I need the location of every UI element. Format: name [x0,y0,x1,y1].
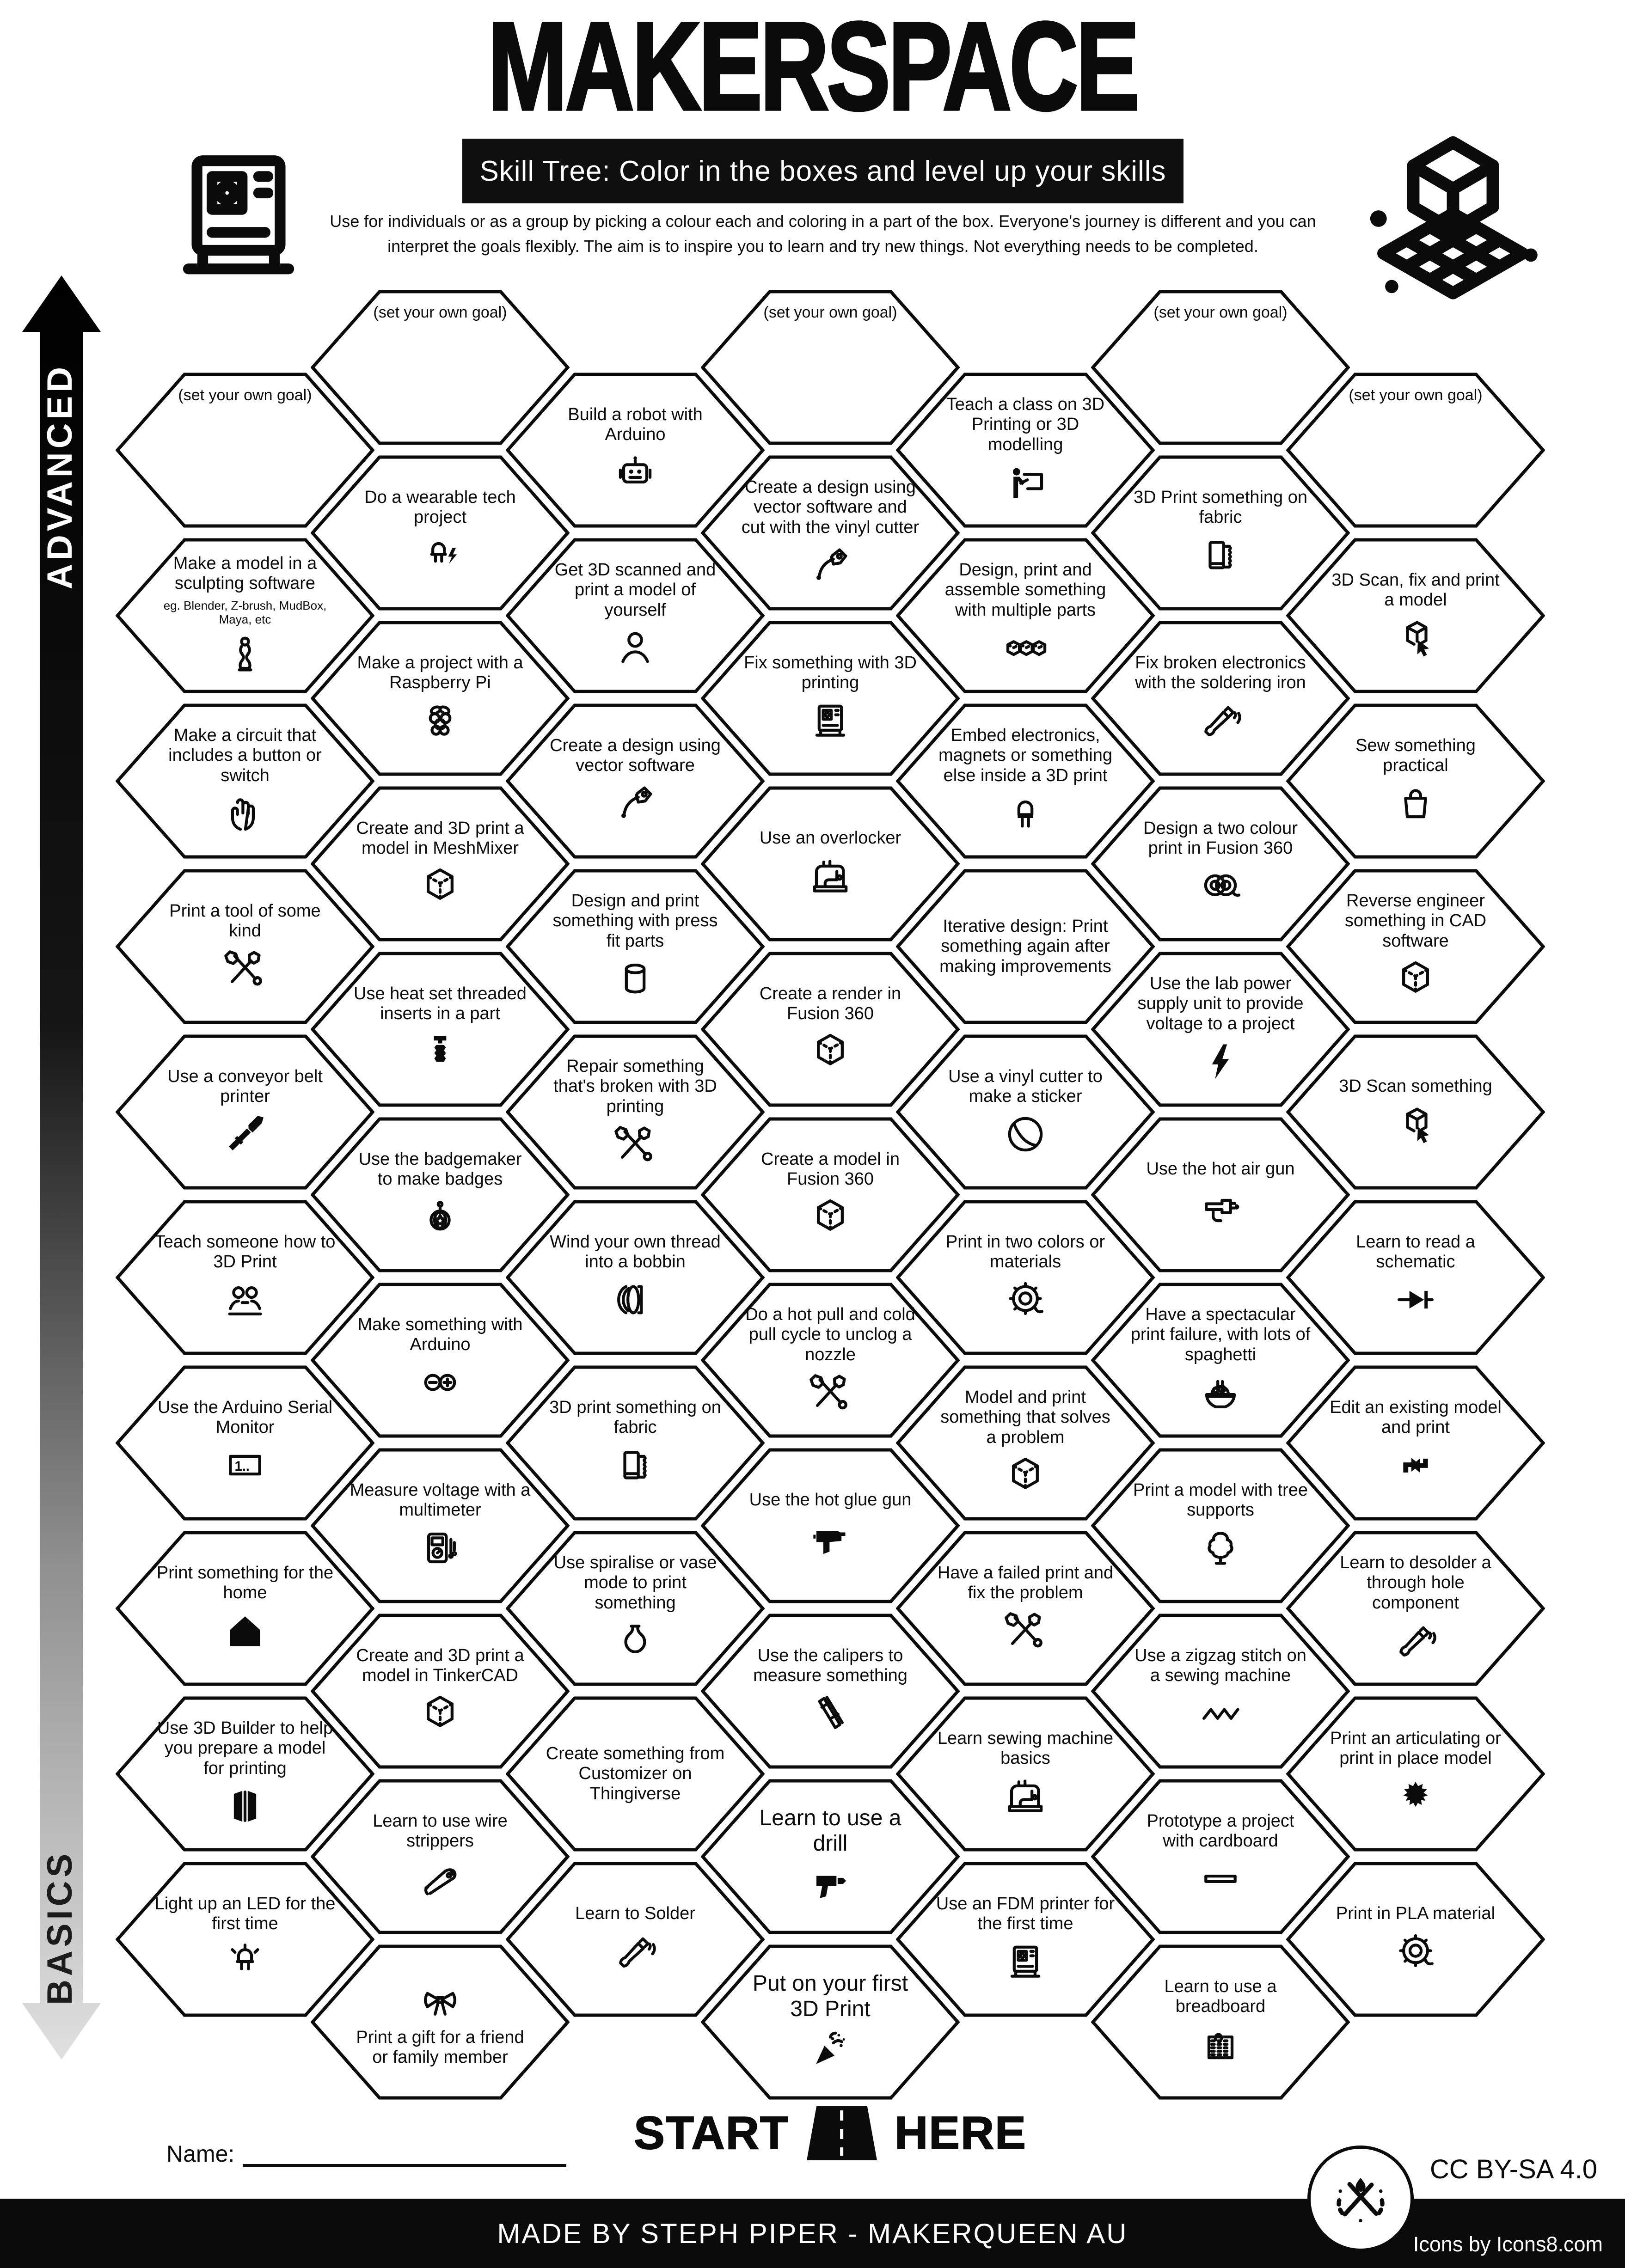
hex-label: Learn to use wire strippers [373,1811,508,1851]
hex-label: Repair something that's broken with 3D printing [553,1057,717,1116]
road-icon [807,2106,877,2160]
hex-label: Have a failed print and fix the problem [937,1563,1114,1602]
hex-cell[interactable] [1286,1531,1545,1686]
hex-content [740,1453,921,1599]
gift-bow-icon [417,1977,463,2023]
hex-content [1325,1701,1506,1847]
hex-content [1130,625,1311,771]
hex-label: Create and 3D print a model in MeshMixer [356,818,524,858]
hex-label: Light up an LED for the first time [154,1894,336,1933]
cubes-icon [1002,625,1049,671]
hex-cell[interactable] [1286,1365,1545,1521]
icons-credit: Icons by Icons8.com [1413,2232,1603,2256]
led-icon [222,1938,268,1985]
hex-label: Iterative design: Print something again after making improvements [939,917,1111,976]
hex-label: Use an overlocker [759,828,901,848]
hex-content [154,1535,336,1681]
hex-content [545,1535,726,1681]
hex-label: Get 3D scanned and print a model of yourself [554,560,716,620]
hex-label: Make something with Arduino [357,1314,523,1354]
hex-cell[interactable] [1286,1200,1545,1355]
hex-sublabel: eg. Blender, Z-brush, MudBox, Maya, etc [163,599,327,627]
hex-content [545,708,726,854]
maker-logo [1307,2146,1414,2252]
party-icon [807,2027,853,2073]
hex-content [1325,543,1506,689]
hex-content [154,1866,336,2012]
hex-label: Teach a class on 3D Printing or 3D modelling [946,395,1105,454]
tree-icon [1197,1525,1244,1571]
cube-icon [417,1690,463,1736]
hex-label: Build a robot with Arduino [568,404,703,444]
advanced-label: ADVANCED [40,363,80,589]
hex-content [1325,1204,1506,1351]
hex-content [935,708,1116,854]
subtitle-banner [462,139,1183,203]
hex-label: Use a vinyl cutter to make a sticker [948,1066,1103,1106]
name-input-line[interactable] [243,2139,566,2167]
hex-label: Design and print something with press fit parts [552,891,718,951]
hex-label: Print a tool of some kind [169,901,321,941]
basics-label: BASICS [40,1850,80,2005]
hex-content [740,1784,921,1930]
hex-content [740,1949,921,2095]
tools-icon [612,1121,658,1168]
hex-content [740,791,921,937]
hex-content [350,1949,531,2095]
hex-content [545,1866,726,2012]
glue-gun-icon [807,1515,853,1561]
hex-content [1325,1370,1506,1516]
hex-label: Print something for the home [156,1563,334,1602]
hex-content [154,874,336,1020]
hex-content [740,1122,921,1268]
spaghetti-icon [1197,1369,1244,1416]
hex-content [740,1618,921,1764]
hex-label: Learn to desolder a through hole component [1340,1553,1491,1613]
hex-label: Print an articulating or print in place model [1330,1728,1501,1768]
tools-icon [807,1369,853,1416]
hex-content [350,460,531,606]
bag-icon [1392,780,1439,826]
3d-printer-icon [153,128,325,300]
sewing-machine-icon [807,853,853,899]
cube-icon [1392,956,1439,1002]
hex-content [935,1039,1116,1185]
hex-label: Use 3D Builder to help you prepare a model for printing [157,1718,333,1778]
hex-content [740,294,921,440]
filament-icon [1392,1929,1439,1975]
description [314,209,1331,259]
hex-label: Wind your own thread into a bobbin [550,1232,721,1272]
hex-label: (set your own goal) [763,304,897,321]
3d-scan-grid-icon [1354,119,1552,318]
scan-icon [1392,615,1439,661]
hex-cell[interactable] [1286,538,1545,693]
hex-label: Edit an existing model and print [1330,1397,1502,1437]
cube-icon [417,863,463,909]
hex-content [154,1039,336,1185]
drill-icon [807,1861,853,1907]
hex-label: Measure voltage with a multimeter [350,1480,531,1520]
hex-content [935,377,1116,523]
description-line: Use for individuals or as a group by picking a colour each and coloring in a part of the box. Everyone's journey is different and you can [330,212,1316,231]
hex-content [1130,1287,1311,1433]
fabric-icon [1197,532,1244,578]
hex-label: Teach someone how to 3D Print [154,1232,336,1272]
hex-content [935,1866,1116,2012]
hex-content [545,377,726,523]
hex-label: 3D print something on fabric [549,1397,721,1437]
hex-label: Print a gift for a friend or family member [356,2027,524,2067]
hex-label: Do a wearable tech project [364,487,516,527]
breadboard-icon [1197,2021,1244,2067]
hex-label: Make a project with a Raspberry Pi [357,653,523,692]
hex-content [1325,874,1506,1020]
cube-icon [1002,1452,1049,1498]
hex-content [740,1287,921,1433]
hex-content [1130,1618,1311,1764]
hex-content [545,874,726,1020]
raspberry-icon [417,697,463,744]
hex-label: Create a design using vector software [550,735,721,775]
people-icon [222,1277,268,1323]
hex-label: Create a render in Fusion 360 [759,984,901,1023]
hex-label: 3D Print something on fabric [1134,487,1307,527]
arduino-icon [417,1359,463,1406]
hex-content [1130,791,1311,937]
hex-label: Use the badgemaker to make badges [358,1149,522,1189]
hex-cell[interactable] [1286,703,1545,859]
hex-label: Do a hot pull and cold pull cycle to unclog a nozzle [745,1305,915,1364]
hex-content [154,1370,336,1516]
hex-cell[interactable] [1286,373,1545,528]
hex-label: Use the Arduino Serial Monitor [157,1397,333,1437]
hex-label: Create and 3D print a model in TinkerCAD [356,1645,524,1685]
hex-label: Print a model with tree supports [1133,1480,1308,1520]
hex-content [350,294,531,440]
hex-label: Make a model in a sculpting software [173,553,317,593]
hex-content [1325,377,1506,523]
hex-content [350,1122,531,1268]
hand-tap-icon [222,790,268,837]
hex-label: Reverse engineer something in CAD software [1344,891,1487,951]
hex-content [1130,1784,1311,1930]
hex-label: Use a zigzag stitch on a sewing machine [1134,1645,1306,1685]
hex-label: Use the lab power supply unit to provide voltage to a project [1137,974,1304,1033]
filament-icon [1002,1277,1049,1323]
house-icon [222,1608,268,1654]
heat-gun-icon [1197,1184,1244,1230]
cube-icon [807,1028,853,1075]
multimeter-icon [417,1525,463,1571]
hex-content [350,791,531,937]
solder-iron-icon [1197,697,1244,744]
wearable-led-icon [417,532,463,578]
hex-label: Use the calipers to measure something [753,1645,908,1685]
hex-label: Learn to read a schematic [1356,1232,1475,1272]
printer-icon [1002,1938,1049,1985]
hex-content [1325,1535,1506,1681]
solder-iron-icon [1392,1618,1439,1664]
builder-icon [222,1783,268,1829]
hex-label: Model and print something that solves a problem [940,1388,1110,1447]
sewing-machine-icon [1002,1773,1049,1819]
hex-label: Create something from Customizer on Thingiverse [546,1744,725,1803]
hex-content [350,1618,531,1764]
statue-icon [222,631,268,678]
hex-content [154,377,336,523]
hex-content [1325,708,1506,854]
scan-icon [1392,1101,1439,1148]
start-here [634,2106,1027,2160]
hex-label: 3D Scan, fix and print a model [1331,570,1500,610]
pen-nib-icon [612,780,658,826]
hex-label: Prototype a project with cardboard [1147,1811,1294,1851]
edit-arrows-icon [1392,1442,1439,1488]
hex-content [545,1370,726,1516]
hex-content [154,1204,336,1351]
hex-content [935,543,1116,689]
hex-content [350,1287,531,1433]
hex-label: Design, print and assemble something with multiple parts [944,560,1106,620]
bobbin-icon [612,1277,658,1323]
hex-cell[interactable] [1286,1862,1545,2017]
hex-label: Print in PLA material [1336,1904,1496,1924]
hex-label: (set your own goal) [178,386,312,404]
hex-label: Fix something with 3D printing [744,653,917,692]
page-title: MAKERSPACE [488,0,1137,136]
hex-label: Use spiralise or vase mode to print something [553,1553,717,1613]
name-label: Name: [166,2141,235,2167]
hex-content [1130,1453,1311,1599]
serial-monitor-icon [222,1442,268,1488]
hex-label: Have a spectacular print failure, with lots of spaghetti [1130,1305,1311,1364]
hex-content [154,708,336,854]
hex-content [1130,294,1311,440]
vase-icon [612,1618,658,1664]
robot-icon [612,449,658,495]
hex-content [1130,1122,1311,1268]
cardboard-icon [1197,1856,1244,1902]
dragon-icon [1392,1773,1439,1819]
hex-label: (set your own goal) [1153,304,1288,321]
diode-icon [1392,1277,1439,1323]
hex-content [350,625,531,771]
person-icon [612,625,658,671]
tools-icon [1002,1608,1049,1654]
description-line: interpret the goals flexibly. The aim is to inspire you to learn and try new things. Not everything needs to be completed. [387,237,1258,256]
hex-content [740,625,921,771]
hex-content [545,1039,726,1185]
hex-label: Design a two colour print in Fusion 360 [1143,818,1298,858]
hex-label: (set your own goal) [373,304,507,321]
hex-content [1325,1039,1506,1185]
hex-label: Learn to use a drill [759,1806,901,1856]
hex-cell[interactable] [1286,1696,1545,1852]
hex-content [545,1204,726,1351]
hex-label: Learn sewing machine basics [937,1728,1114,1768]
hex-content [935,1701,1116,1847]
hex-content [545,1701,726,1847]
hex-label: Create a model in Fusion 360 [761,1149,900,1189]
solder-iron-icon [612,1929,658,1975]
hex-content [935,1204,1116,1351]
subtitle-text: Skill Tree: Color in the boxes and level up your skills [479,155,1166,187]
hex-content [545,543,726,689]
hex-content [1130,956,1311,1102]
calipers-icon [807,1690,853,1736]
sword-icon [222,1111,268,1157]
led-component-icon [1002,790,1049,837]
hex-cell[interactable] [1286,869,1545,1024]
hex-content [1130,1949,1311,2095]
hex-content [350,1784,531,1930]
hex-label: Put on your first 3D Print [752,1971,908,2021]
printer-icon [807,697,853,744]
hex-content [154,543,336,689]
hex-label: Learn to Solder [575,1904,695,1924]
hex-label: Use heat set threaded inserts in a part [354,984,527,1023]
hex-content [740,460,921,606]
hex-label: Embed electronics, magnets or something else inside a 3D print [938,726,1112,785]
tools-icon [222,946,268,992]
teacher-icon [1002,459,1049,506]
hex-content [935,1535,1116,1681]
sticker-icon [1002,1111,1049,1157]
cylinder-icon [612,956,658,1002]
hex-content [1325,1866,1506,2012]
hex-label: 3D Scan something [1339,1076,1492,1096]
hex-label: Sew something practical [1355,735,1476,775]
hex-cell[interactable] [1286,1034,1545,1190]
hex-content [935,1370,1116,1516]
hex-label: Fix broken electronics with the soldering iron [1135,653,1306,692]
pen-nib-icon [807,542,853,588]
svg-text:1..: 1.. [234,1459,250,1474]
zigzag-icon [1197,1690,1244,1736]
start-label: START [634,2107,790,2159]
hex-content [935,874,1116,1020]
hex-label: Use a conveyor belt printer [167,1066,323,1106]
hex-label: Use the hot air gun [1146,1159,1295,1179]
screw-icon [417,1028,463,1075]
footer-credit: MADE BY STEPH PIPER - MAKERQUEEN AU [497,2218,1128,2249]
hex-label: Use an FDM printer for the first time [936,1894,1115,1933]
hex-label: Use the hot glue gun [749,1490,912,1510]
hex-label: Make a circuit that includes a button or switch [168,726,322,785]
cube-icon [807,1194,853,1240]
license-text: CC BY-SA 4.0 [1429,2154,1597,2184]
hex-label: (set your own goal) [1349,386,1483,404]
hex-content [740,956,921,1102]
filament-two-icon [1197,863,1244,909]
hex-content [154,1701,336,1847]
hex-content [1130,460,1311,606]
bolt-icon [1197,1039,1244,1085]
hex-label: Create a design using vector software and cut with the vinyl cutter [741,477,920,537]
hex-content [350,1453,531,1599]
wire-strippers-icon [417,1856,463,1902]
badge-icon [417,1194,463,1240]
hex-label: Learn to use a breadboard [1164,1976,1277,2016]
fabric-icon [612,1442,658,1488]
here-label: HERE [895,2107,1027,2159]
tools-flame-icon [1326,2164,1395,2233]
hex-label: Print in two colors or materials [945,1232,1105,1272]
hex-content [350,956,531,1102]
